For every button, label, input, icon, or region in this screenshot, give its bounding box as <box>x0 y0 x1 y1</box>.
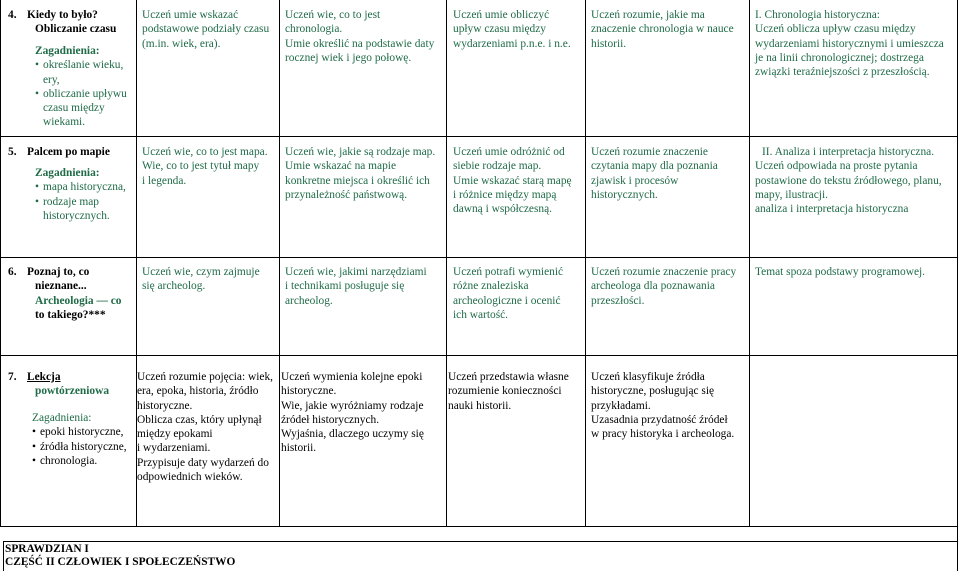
text-line: Uczeń umie wskazać <box>142 9 239 21</box>
grid-line <box>279 0 280 526</box>
topics-label: Zagadnienia: <box>35 167 100 179</box>
lesson-title: Palcem po mapie <box>27 146 110 158</box>
text-line: Umie wskazać starą mapę <box>453 174 572 187</box>
grid-line <box>0 355 958 356</box>
text-line: Oblicza czas, który upłynął <box>137 413 262 426</box>
row-7-lesson <box>8 370 133 399</box>
row-6-requirement-3 <box>453 265 585 322</box>
row-4-lesson <box>8 8 133 37</box>
topic-item: • mapa historyczna, <box>35 180 135 194</box>
text-line: ich wartość. <box>453 308 509 321</box>
text-line: Umie wskazać na mapie <box>285 160 397 173</box>
grid-line <box>585 0 586 526</box>
grid-line <box>957 0 958 571</box>
topic-item: • określanie wieku, ery, <box>35 58 135 87</box>
lesson-title: Obliczanie czasu <box>35 23 117 36</box>
grid-line <box>3 541 4 571</box>
text-line: archeologiczne i ocenić <box>453 294 561 307</box>
text-line: Uczeń rozumie pojęcia: wiek, <box>137 371 273 383</box>
topic-item: • obliczanie upływu czasu między wiekami. <box>35 87 135 130</box>
text-line: Uczeń rozumie, jakie ma <box>591 9 705 21</box>
text-line: Uczeń klasyfikuje źródła <box>591 371 705 383</box>
row-7-topics <box>32 411 135 468</box>
text-line: postawione do tekstu źródłowego, planu, <box>755 174 942 187</box>
text-line: zjawisk i procesów <box>591 174 679 187</box>
text-line: Umie określić na podstawie daty <box>285 37 435 50</box>
row-4-requirement-4 <box>591 8 748 51</box>
text-line: i legenda. <box>142 174 187 187</box>
text-line: Przypisuje daty wydarzeń do <box>137 456 269 469</box>
lesson-title: Lekcja <box>27 371 61 383</box>
row-7-requirement-1 <box>137 370 278 484</box>
text-line: źródeł historycznych. <box>281 413 380 426</box>
topic-item: • rodzaje map historycznych. <box>35 195 135 224</box>
text-line: Uczeń wymienia kolejne epoki <box>281 371 423 383</box>
row-4-requirement-2 <box>285 8 445 65</box>
text-line: rozumienie konieczności <box>448 385 562 398</box>
text-line: historii. <box>591 37 627 50</box>
text-line: II. Analiza i interpretacja historyczna. <box>762 146 935 158</box>
row-4-topics <box>35 44 135 130</box>
text-line: przykładami. <box>591 399 651 412</box>
text-line: Wie, co to jest tytuł mapy <box>142 160 260 173</box>
text-line: znaczenie chronologia w nauce <box>591 23 734 36</box>
grid-line <box>446 0 447 526</box>
row-4-requirement-1 <box>142 8 278 51</box>
section-title: CZĘŚĆ II CZŁOWIEK I SPOŁECZEŃSTWO <box>5 556 236 568</box>
grid-line <box>0 257 958 258</box>
text-line: i technikami posługuje się <box>285 280 405 293</box>
text-line: Uczeń umie odróżnić od <box>453 146 565 158</box>
text-line: historii. <box>281 442 317 455</box>
text-line: Wie, jakie wyróżniamy rodzaje <box>281 399 424 412</box>
lesson-title: Kiedy to było? <box>27 9 98 21</box>
text-line: siebie rodzaje map. <box>453 160 542 173</box>
lesson-title: powtórzeniowa <box>35 385 110 398</box>
text-line: Uczeń wie, jakimi narzędziami <box>285 266 427 278</box>
lesson-title: nieznane... <box>35 280 87 293</box>
row-5-requirement-1 <box>142 145 278 188</box>
row-6-core-curriculum <box>755 265 956 279</box>
topic-item: • epoki historyczne, <box>32 425 135 439</box>
text-line: czytania mapy dla poznania <box>591 160 718 173</box>
text-line: analiza i interpretacja historyczna <box>755 203 909 216</box>
row-5-requirement-2 <box>285 145 445 202</box>
text-line: era, epoka, historia, źródło <box>137 385 259 398</box>
text-line: upływ czasu między <box>453 23 546 36</box>
text-line: Wyjaśnia, dlaczego uczymy się <box>281 428 424 441</box>
row-4-requirement-3 <box>453 8 585 51</box>
text-line: się archeolog. <box>142 280 206 293</box>
text-line: historyczne. <box>281 385 337 398</box>
text-line: I. Chronologia historyczna: <box>755 9 880 21</box>
text-line: Uczeń potrafi wymienić <box>453 266 564 278</box>
text-line: wydarzeniami p.n.e. i n.e. <box>453 37 571 50</box>
text-line: historyczne. <box>137 399 193 412</box>
lesson-title: Poznaj to, co <box>27 266 90 278</box>
text-line: Uczeń oblicza upływ czasu między <box>755 23 916 36</box>
row-7-requirement-4 <box>591 370 748 441</box>
test-heading <box>5 543 945 569</box>
text-line: Uczeń umie obliczyć <box>453 9 550 21</box>
text-line: archeologa dla poznawania <box>591 280 715 293</box>
text-line: odpowiednich wieków. <box>137 471 243 484</box>
text-line: przynależność państwową. <box>285 188 408 201</box>
text-line: Temat spoza podstawy programowej. <box>755 266 926 278</box>
text-line: podstawowe podziały czasu <box>142 23 270 36</box>
row-number: 5. <box>8 146 17 158</box>
text-line: dawną i współczesną. <box>453 203 553 216</box>
grid-line <box>3 541 958 542</box>
row-5-requirement-3 <box>453 145 585 216</box>
text-line: Uczeń przedstawia własne <box>448 371 569 383</box>
topic-item: • źródła historyczne, <box>32 440 135 454</box>
lesson-title: to takiego?*** <box>35 308 106 321</box>
text-line: Uczeń wie, co to jest <box>285 9 381 21</box>
grid-line <box>0 136 958 137</box>
text-line: konkretne miejsca i określić ich <box>285 174 430 187</box>
text-line: mapy, ilustracji. <box>755 188 828 201</box>
topics-list <box>35 180 135 223</box>
grid-line <box>749 0 750 526</box>
lesson-title: Archeologia — co <box>35 294 122 307</box>
row-4-core-curriculum <box>755 8 956 79</box>
topics-label: Zagadnienia: <box>32 412 92 424</box>
text-line: historycznych. <box>591 188 658 201</box>
text-line: rocznej wiek i jego połowę. <box>285 51 412 64</box>
text-line: Uzasadnia przydatność źródeł <box>591 413 728 426</box>
topics-list <box>35 58 135 129</box>
text-line: Uczeń wie, jakie są rodzaje map. <box>285 146 436 158</box>
text-line: archeolog. <box>285 294 333 307</box>
text-line: chronologia. <box>285 23 343 36</box>
text-line: Uczeń wie, co to jest mapa. <box>142 146 268 158</box>
text-line: Uczeń rozumie znaczenie pracy <box>591 266 737 278</box>
topic-item: • chronologia. <box>32 454 135 468</box>
row-6-lesson <box>8 265 133 322</box>
row-5-requirement-4 <box>591 145 748 202</box>
text-line: przeszłości. <box>591 294 645 307</box>
row-7-requirement-2 <box>281 370 445 456</box>
test-title: SPRAWDZIAN I <box>5 543 89 555</box>
text-line: w pracy historyka i archeologa. <box>591 428 735 441</box>
topics-label: Zagadnienia: <box>35 45 100 57</box>
row-5-topics <box>35 166 135 223</box>
text-line: wydarzeniami historycznymi i umieszcza <box>755 37 944 50</box>
text-line: Uczeń odpowiada na proste pytania <box>755 160 918 173</box>
text-line: i różnice między mapą <box>453 188 557 201</box>
text-line: (m.in. wiek, era). <box>142 37 221 50</box>
grid-line <box>0 0 1 526</box>
text-line: i wydarzeniami. <box>137 442 211 455</box>
row-6-requirement-4 <box>591 265 748 308</box>
text-line: różne znaleziska <box>453 280 529 293</box>
text-line: między epokami <box>137 428 213 441</box>
row-number: 6. <box>8 266 17 278</box>
row-number: 7. <box>8 371 17 383</box>
text-line: związki teraźniejszości z przeszłością. <box>755 66 930 79</box>
row-6-requirement-2 <box>285 265 445 308</box>
text-line: Uczeń rozumie znaczenie <box>591 146 708 158</box>
text-line: historyczne, posługując się <box>591 385 715 398</box>
row-number: 4. <box>8 9 17 21</box>
row-5-lesson <box>8 145 133 159</box>
row-6-requirement-1 <box>142 265 278 294</box>
text-line: je na linii chronologicznej; dostrzega <box>755 51 924 64</box>
row-5-core-curriculum <box>755 145 956 216</box>
text-line: nauki historii. <box>448 399 512 412</box>
row-7-requirement-3 <box>448 370 584 413</box>
text-line: Uczeń wie, czym zajmuje <box>142 266 260 278</box>
topics-list <box>32 425 135 468</box>
grid-line <box>0 526 958 527</box>
